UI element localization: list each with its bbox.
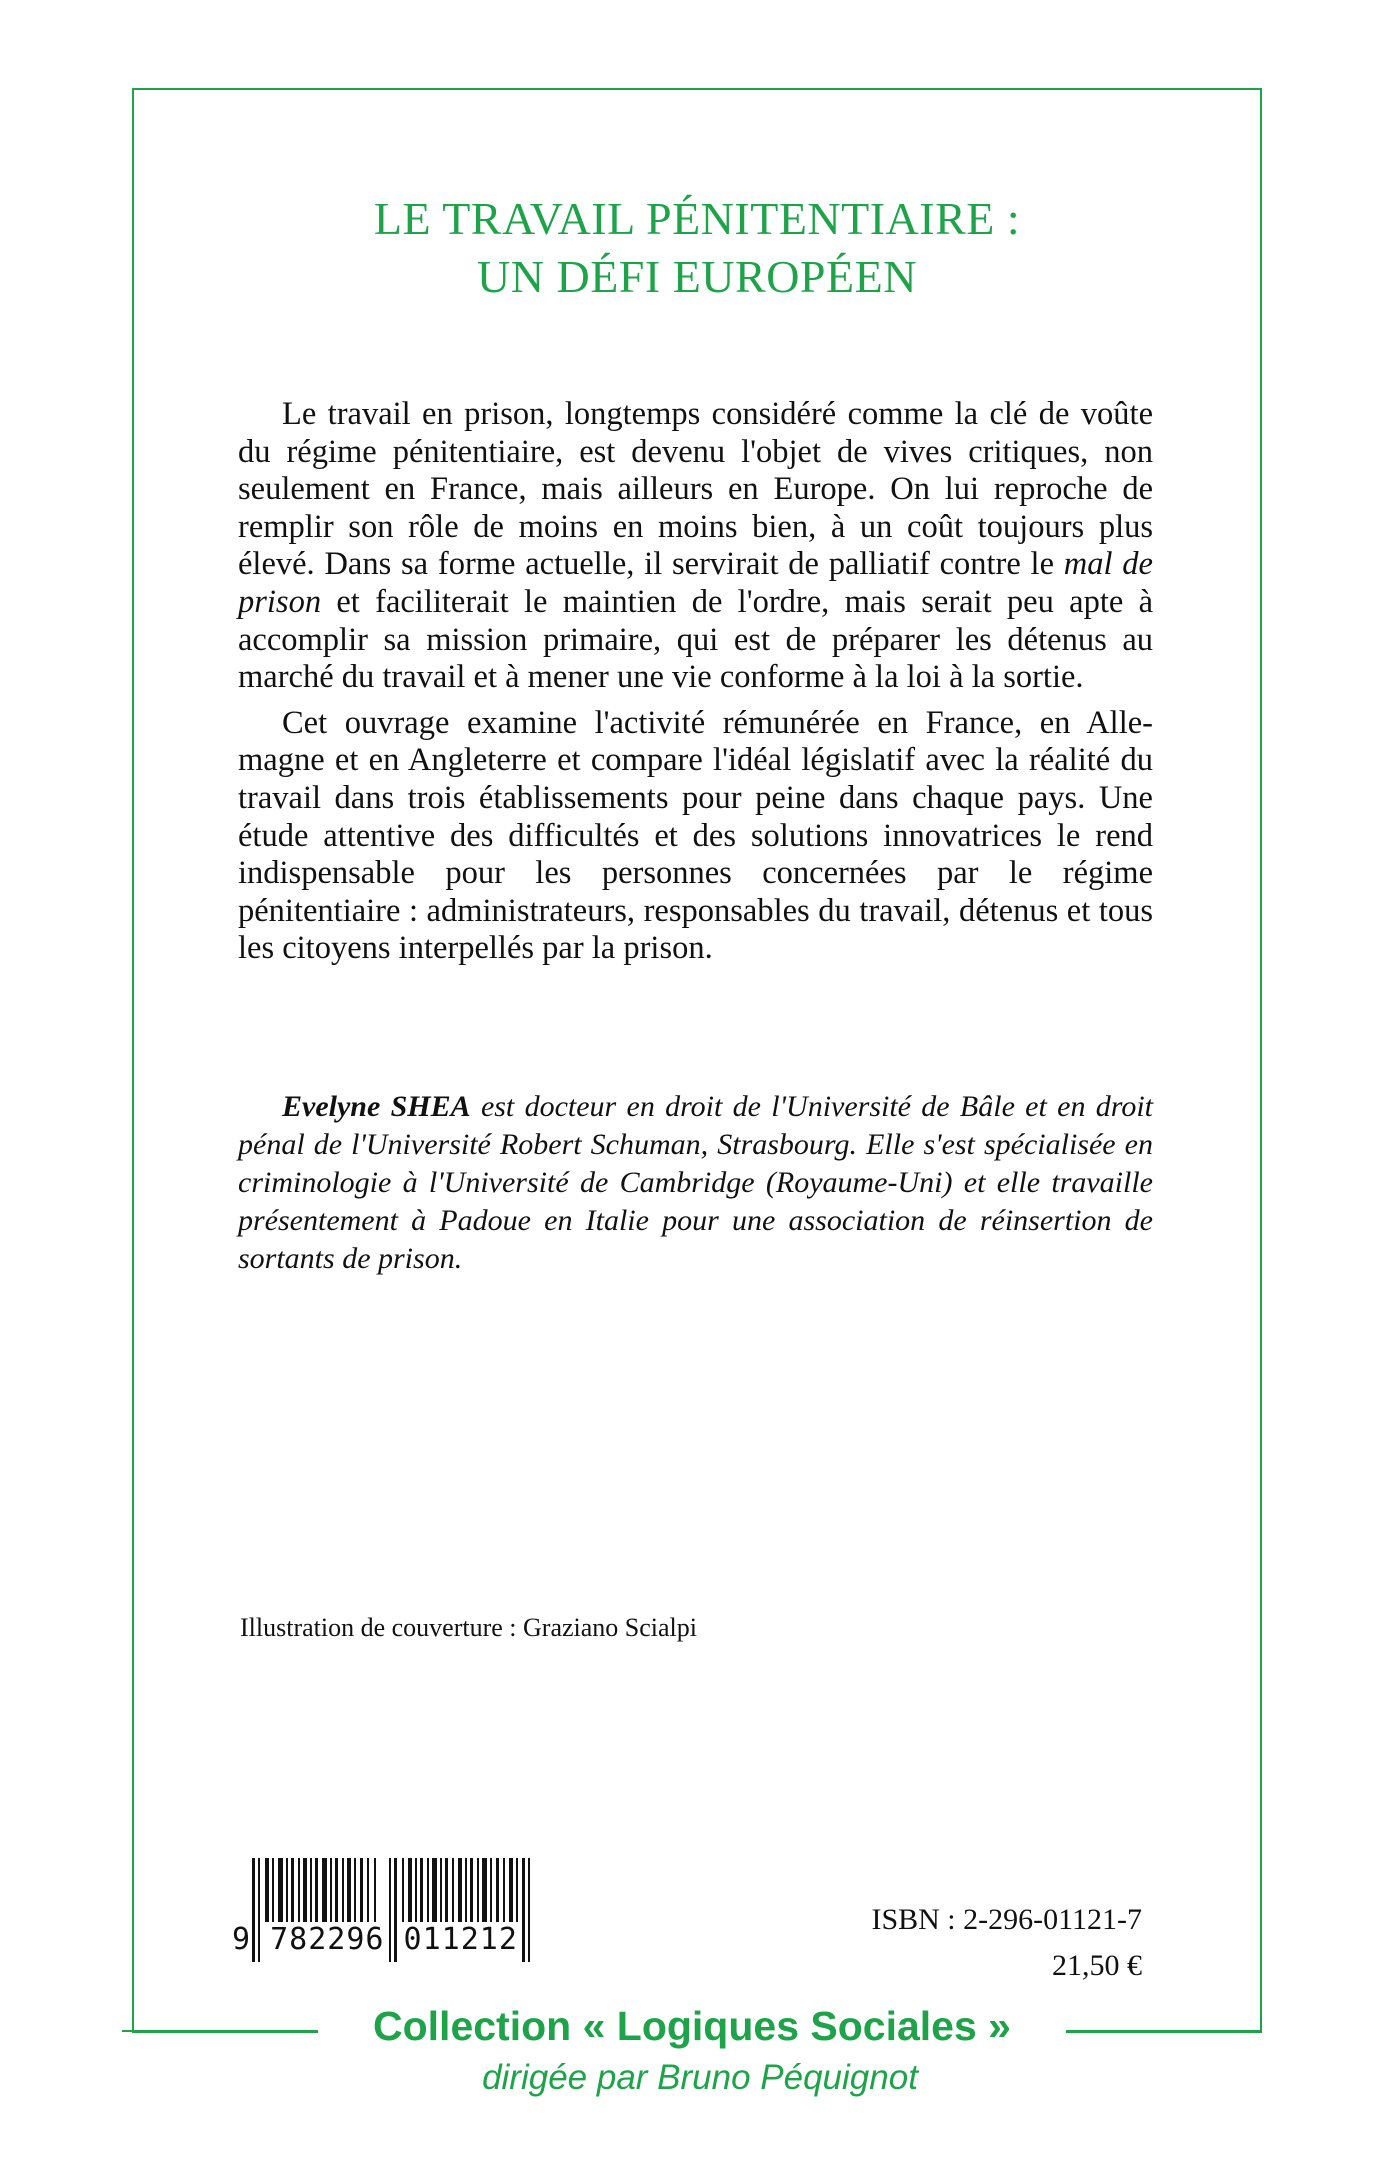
price-label: 21,50 € — [1052, 1949, 1142, 1982]
illustration-credit: Illustration de couverture : Graziano Scialpi — [240, 1613, 698, 1642]
book-title-line-2: UN DÉFI EUROPÉEN — [477, 251, 917, 302]
author-bio — [238, 1088, 1153, 1278]
cover-frame-border — [132, 88, 1262, 2033]
summary-p1-start: Le travail en prison, longtemps considéré comme la clé de voûte du régime pénitentiaire, est devenu l'objet de vives critiques, non seulement en France, mais ailleurs en Europe. On lui reproche de remplir son rôle de moins en moins bien, à un coût toujours plus élevé. Dans sa forme actuelle, il servirait de palliatif contre le — [238, 396, 1153, 583]
author-name: Evelyne SHEA — [282, 1090, 471, 1123]
summary-text — [238, 396, 1153, 976]
isbn-number: ISBN : 2-296-01121-7 — [871, 1903, 1142, 1936]
collection-rule-left — [122, 2030, 318, 2032]
collection-editor: dirigée par Bruno Péquignot — [482, 2058, 918, 2097]
summary-p1-italic: mal de prison — [238, 546, 1153, 620]
author-bio-paragraph — [238, 1088, 1153, 1278]
book-title — [132, 190, 1262, 306]
collection-rule-right — [1066, 2030, 1262, 2032]
summary-p1-end: et faciliterait le maintien de l'ordre, mais serait peu apte à accomplir sa mission primaire, qui est de préparer les détenus au marché du travail et à mener une vie conforme à la loi à la sortie. — [238, 583, 1153, 696]
collection-banner — [0, 1996, 1400, 2058]
barcode-digits: 9 782296 011212 — [232, 1922, 518, 1957]
summary-paragraph-2: Cet ouvrage examine l'activité rémunérée en France, en Allemagne et en Angleterre et compare l'idéal législatif avec la réalité du travail dans trois établissements pour peine dans chaque pays. Une étude attentive des difficultés et des solutions innovatrices le rend indispensable pour les personnes concernées par le régime pénitentiaire : administrateurs, responsables du travail, détenus et tous les citoyens interpellés par la prison. — [238, 704, 1153, 967]
collection-title: Collection « Logiques Sociales » — [318, 1996, 1066, 2056]
book-title-line-1: LE TRAVAIL PÉNITENTIAIRE : — [373, 193, 1021, 244]
author-bio-text: est docteur en droit de l'Université de Bâle et en droit pénal de l'Université Robert Schuman, Strasbourg. Elle s'est spécialisée en criminologie à l'Université de Cambridge (Royaume-Uni) et elle travaille présentement à Padoue en Italie pour une association de réinsertion de sortants de prison. — [238, 1090, 1153, 1275]
summary-paragraph-1 — [238, 396, 1153, 697]
